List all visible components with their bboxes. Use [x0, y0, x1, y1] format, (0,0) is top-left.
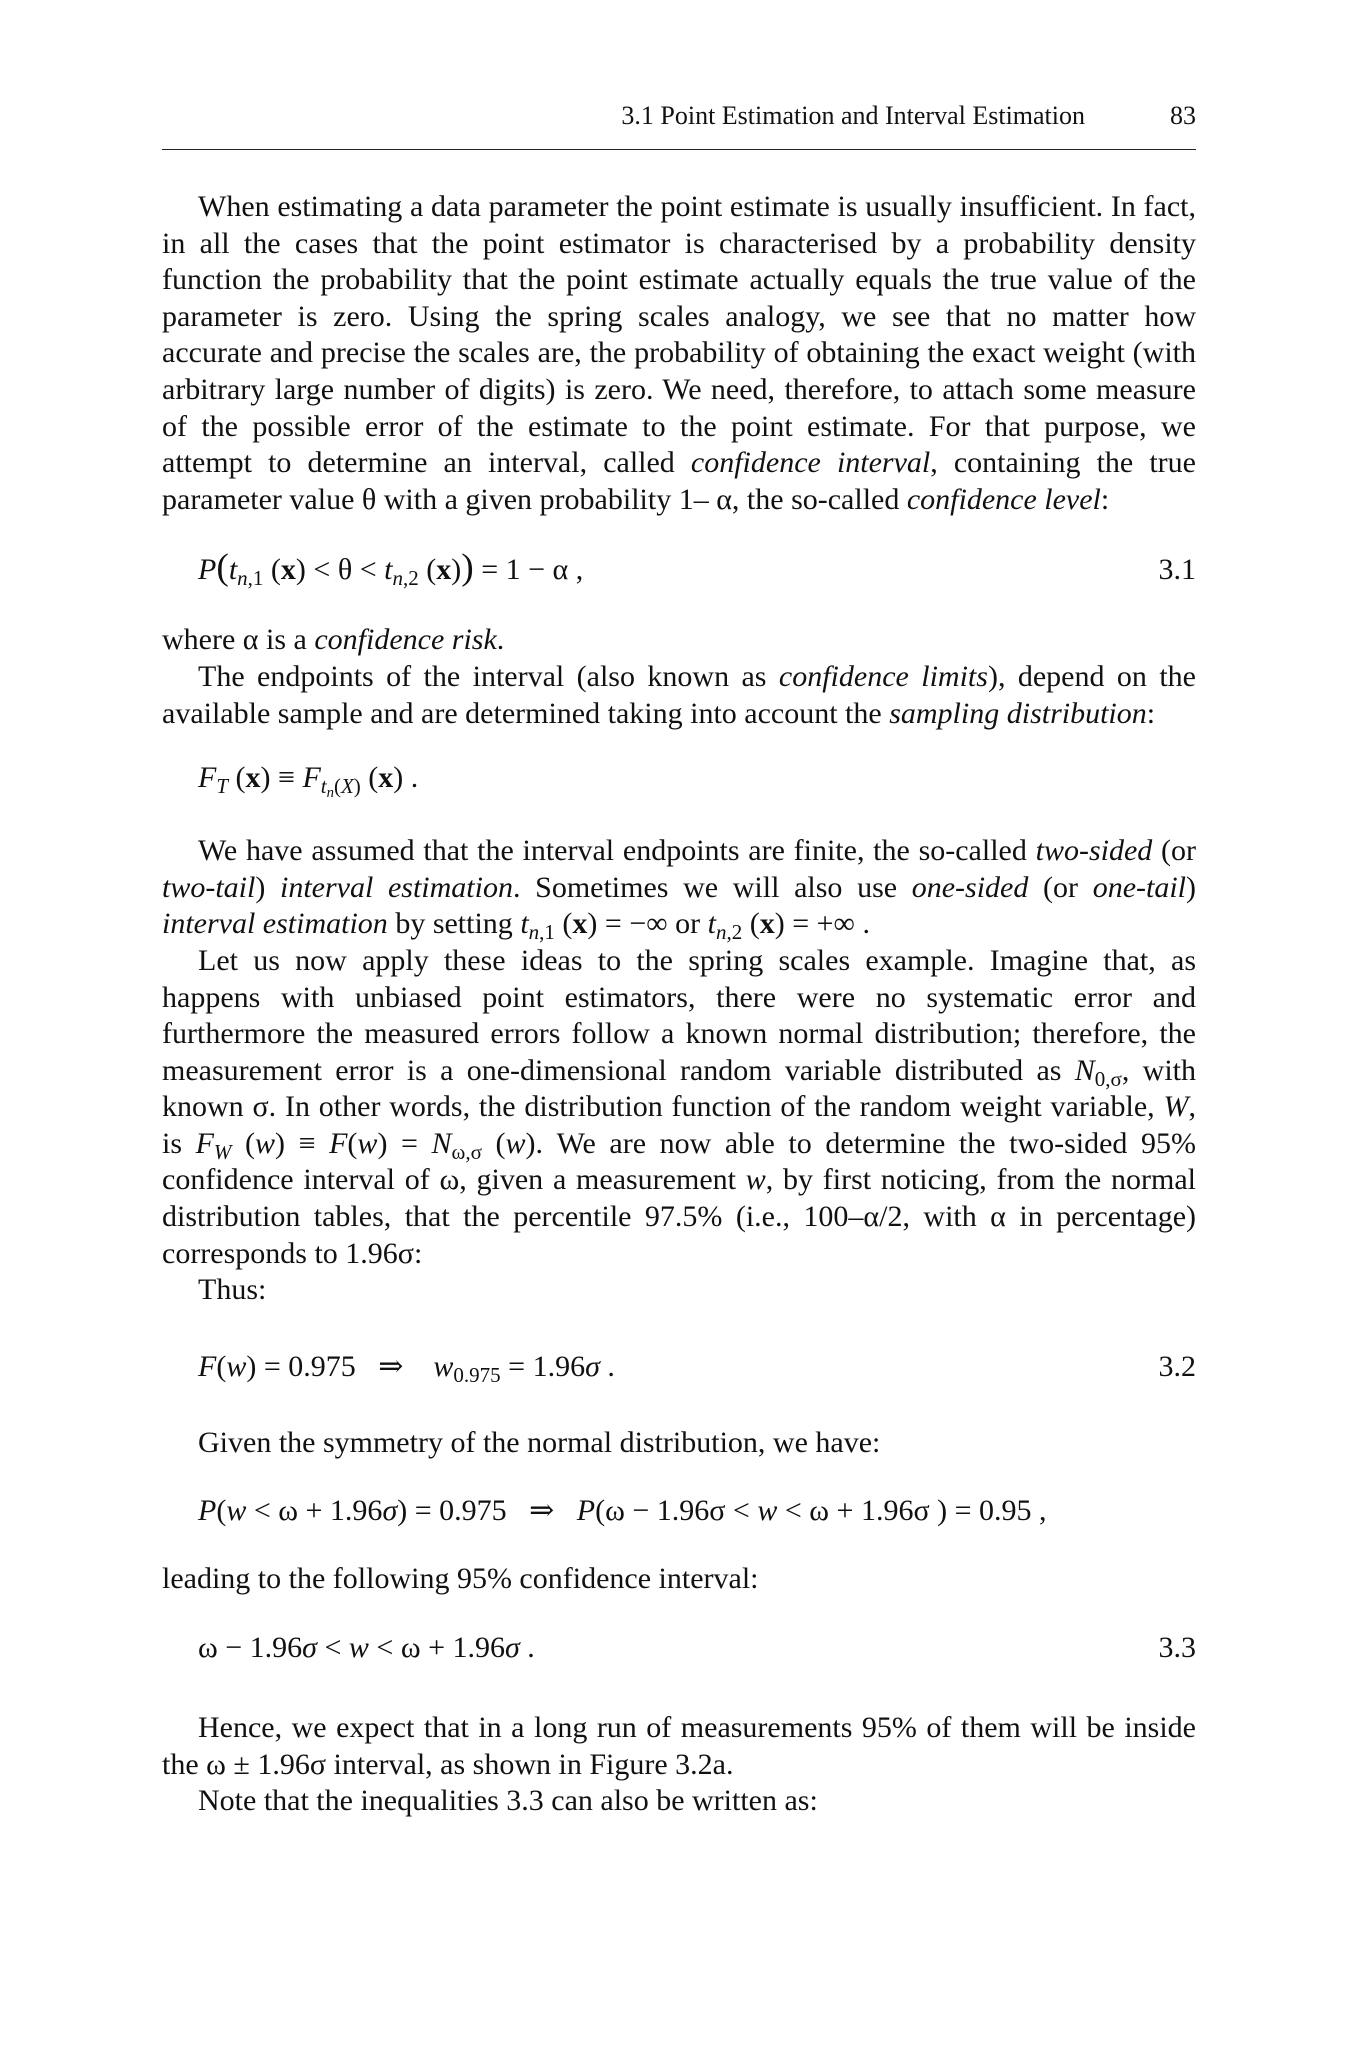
paragraph-point-estimate: When estimating a data parameter the point estimate is usually insufficient. In fact, in all the cases that the point estimator is characterised by a probability density function the probability that the point estimate actually equals the true value of the parameter is zero. Using the spring scales analogy, we see that no matter how accurate and precise the scales are, the probability of obtaining the exact weight (with arbitrary large number of digits) is zero. We need, therefore, to attach some measure of the possible error of the estimate to the point estimate. For that purpose, we attempt to determine an interval, called confidence interval, containing the true parameter value θ with a given probability 1– α, the so-called confidence level:	[162, 190, 1196, 516]
equation-symmetry	[162, 1489, 1196, 1533]
equation-symmetry-math: P(w < ω + 1.96σ) = 0.975 ⇒ P(ω − 1.96σ < w < ω + 1.96σ ) = 0.95 ,	[198, 1494, 1047, 1528]
page-number: 83	[1170, 101, 1196, 130]
body-text	[162, 189, 1196, 1820]
equation-number: 3.3	[1158, 1631, 1196, 1665]
paragraph-note: Note that the inequalities 3.3 can also be written as:	[198, 1784, 818, 1818]
running-title: 3.1 Point Estimation and Interval Estimation	[621, 101, 1085, 130]
equation-3-1-math: $P(t_{n,1}$ $(x) < \theta < t_{n,2}$ (x)) = 1 − α ,	[198, 547, 584, 591]
equation-number: 3.2	[1158, 1349, 1196, 1383]
paragraph-thus: Thus:	[198, 1273, 267, 1307]
sampling-distribution-math: $F_T$ $(x) \equiv F_{t_n(X)}$ (x) .	[198, 761, 419, 802]
paragraph-hence: Hence, we expect that in a long run of measurements 95% of them will be inside the ω ± 1.96σ interval, as shown in Figure 3.2a.	[162, 1711, 1196, 1781]
equation-number: 3.1	[1158, 553, 1196, 587]
paragraph-spring-scales: Let us now apply these ideas to the spring scales example. Imagine that, as happens with unbiased point estimators, there were no systematic error and furthermore the measured errors follow a known normal distribution; therefore, the measurement error is a one-dimensional random variable distributed as $N_{0,\sigma}$, with known σ. In other words, the distribution function of the random weight variable, W, is $F_W$ $(w) \equiv F(w) = N_{\omega,\sigma}$ (w). We are now able to determine the two-sided 95% confidence interval of ω, given a measurement w, by first noticing, from the normal distribution tables, that the percentile 97.5% (i.e., 100–α/2, with α in percentage) corresponds to 1.96σ:	[162, 943, 1196, 1270]
paragraph-endpoints: The endpoints of the interval (also known as confidence limits), depend on the available sample and are determined taking into account the sampling distribution:	[162, 659, 1196, 730]
header-rule	[162, 149, 1196, 150]
page-header	[162, 96, 1196, 136]
paragraph-two-sided: We have assumed that the interval endpoints are finite, the so-called two-sided (or two-tail) interval estimation. Sometimes we will also use one-sided (or one-tail) interval estimation by setting $t_{n,1}$ (x) = −∞ or $t_{n,2}$ (x) = +∞ .	[162, 834, 1197, 945]
equation-3-3	[162, 1626, 1196, 1670]
paragraph-confidence-risk: where α is a confidence risk.	[162, 623, 505, 657]
equation-3-1	[162, 548, 1196, 592]
equation-sampling-distribution	[162, 756, 1196, 800]
equation-3-2-math: F(w) = 0.975 ⇒ $w_{0.975} = 1.96\sigma$ .	[198, 1349, 615, 1387]
paragraph-symmetry: Given the symmetry of the normal distribution, we have:	[198, 1425, 881, 1459]
equation-3-3-math: ω − 1.96σ < w < ω + 1.96σ .	[198, 1631, 535, 1665]
equation-3-2	[162, 1345, 1196, 1389]
paragraph-leading: leading to the following 95% confidence interval:	[162, 1562, 759, 1596]
